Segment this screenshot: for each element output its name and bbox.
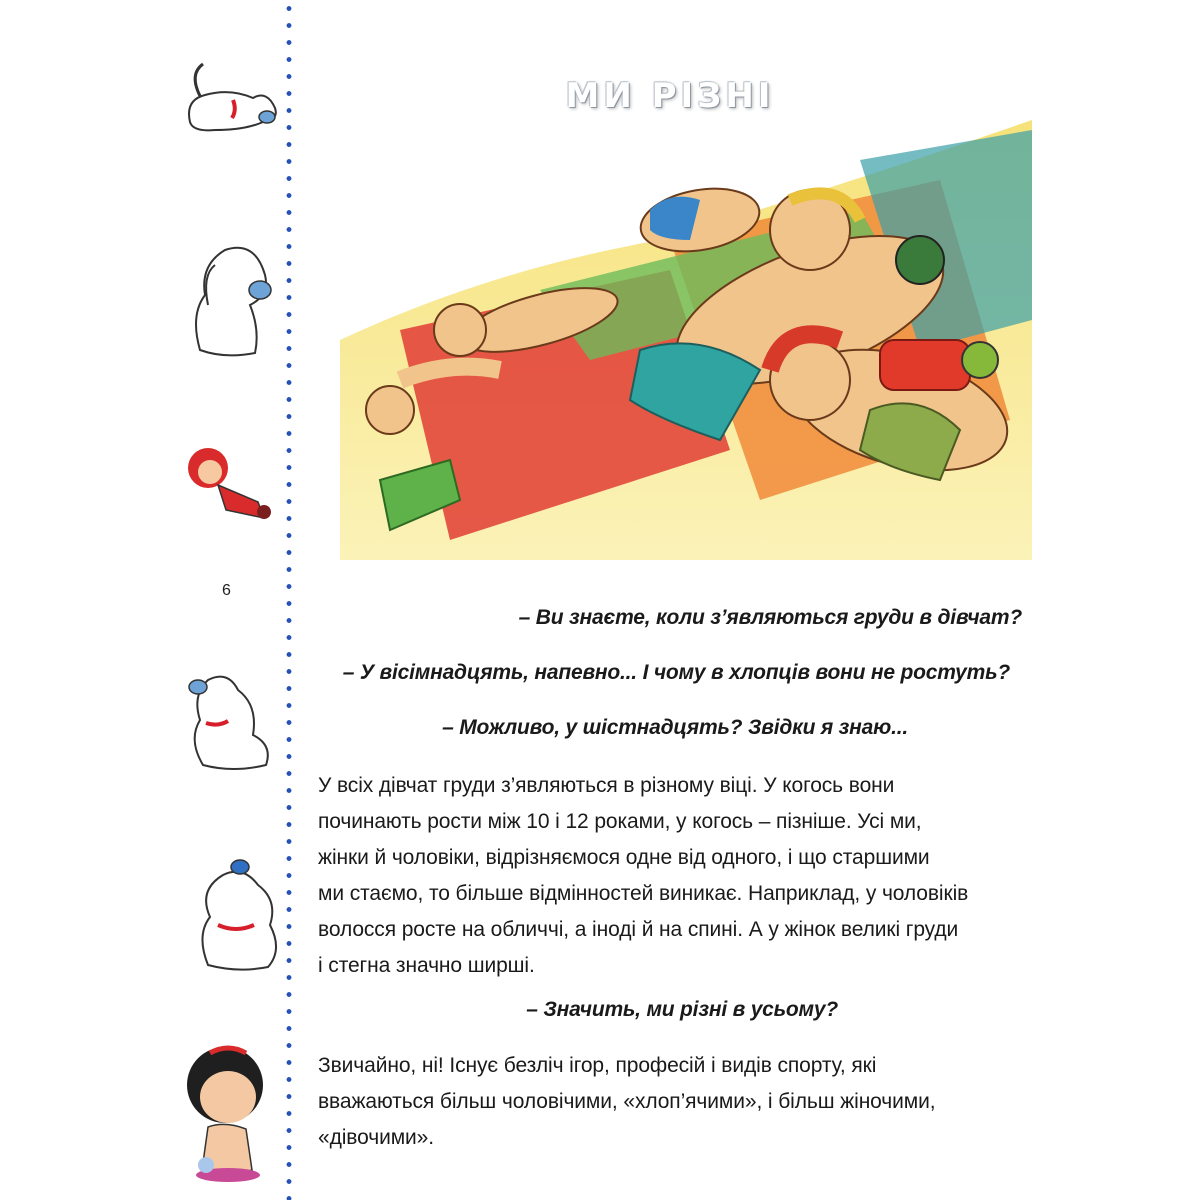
dog-lying-icon [175, 60, 285, 140]
doll-icon [178, 440, 278, 530]
question-line: – Значить, ми різні в усьому? [526, 998, 838, 1021]
paragraph-line: жінки й чоловіки, відрізняємося одне від одного, і що старшими [318, 846, 930, 869]
dialogue-line-3: – Можливо, у шістнадцять? Звідки я знаю... [442, 716, 908, 739]
beach-illustration [340, 120, 1032, 560]
dotted-margin-line [286, 0, 292, 1200]
paragraph-line: і стегна значно ширші. [318, 954, 535, 977]
paragraph-1 [318, 768, 1038, 984]
paragraph-line: вважаються більш чоловічими, «хлоп’ячими», і більш жіночими, [318, 1090, 936, 1113]
paragraph-line: У всіх дівчат груди з’являються в різному віці. У когось вони [318, 774, 895, 797]
page-title: МИ РІЗНІ [565, 76, 775, 116]
dog-sitting-icon [180, 235, 280, 360]
page-number: 6 [222, 582, 231, 599]
paragraph-line: починають рости між 10 і 12 роками, у когось – пізніше. Усі ми, [318, 810, 922, 833]
paragraph-line: Звичайно, ні! Існує безліч ігор, професій і видів спорту, які [318, 1054, 877, 1077]
girl-icon [180, 1035, 280, 1185]
dialogue-line-1: – Ви знаєте, коли з’являються груди в дівчат? [518, 606, 1022, 629]
paragraph-line: волосся росте на обличчі, а іноді й на спині. А у жінок великі груди [318, 918, 959, 941]
paragraph-line: ми стаємо, то більше відмінностей виникає. Наприклад, у чоловіків [318, 882, 969, 905]
dog-front-icon [188, 855, 288, 975]
paragraph-line: «дівочими». [318, 1126, 434, 1149]
dog-back-icon [178, 665, 288, 775]
paragraph-2 [318, 1048, 1038, 1156]
dialogue-line-2: – У вісімнадцять, напевно... І чому в хлопців вони не ростуть? [342, 661, 1010, 684]
